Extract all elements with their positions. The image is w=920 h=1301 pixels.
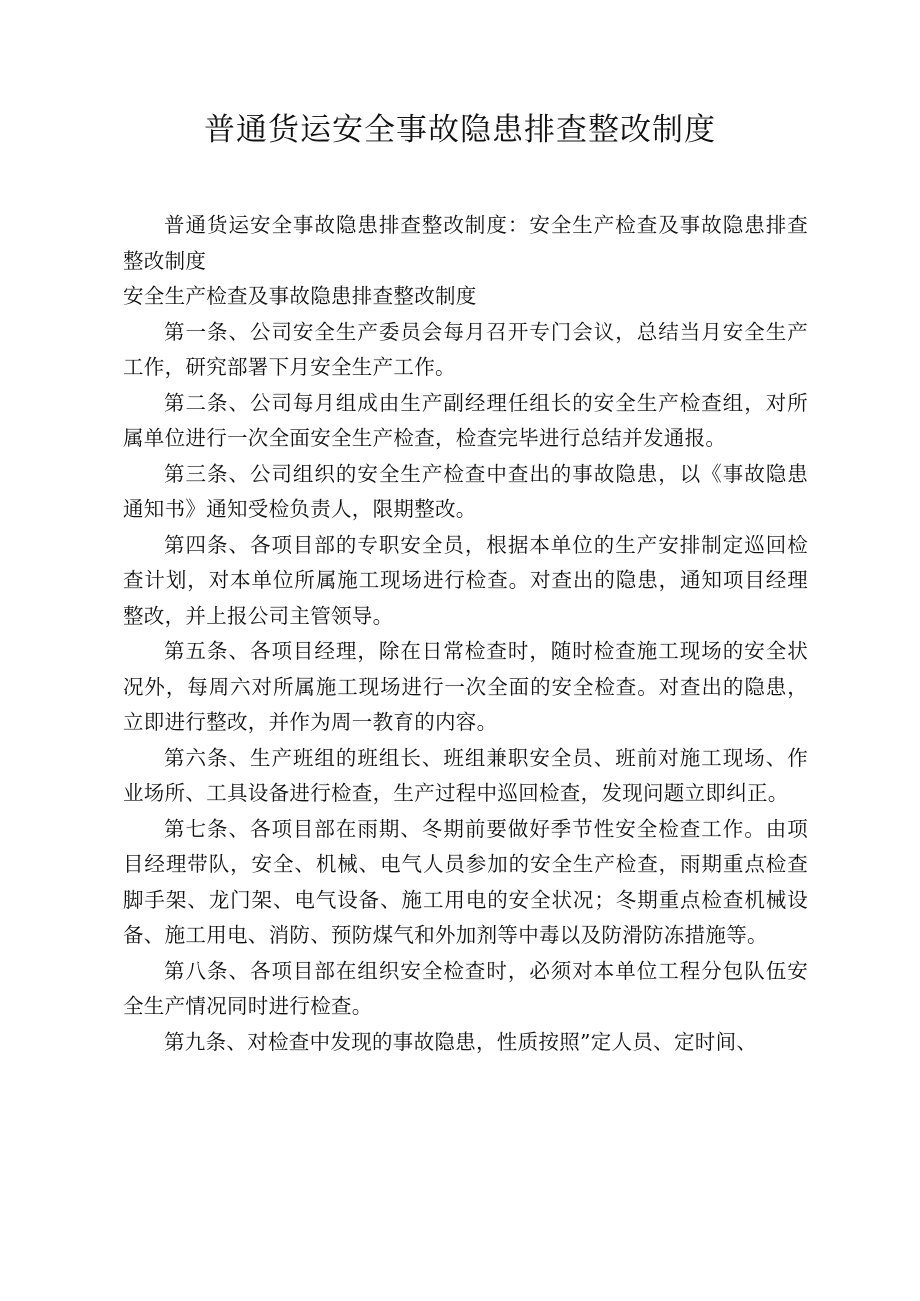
article-9: 第九条、对检查中发现的事故隐患，性质按照”定人员、定时间、 xyxy=(164,1029,758,1054)
document-body xyxy=(123,208,808,1060)
article-5: 第五条、各项目经理，除在日常检查时，随时检查施工现场的安全状况外，每周六对所属施工现场进行一次全面的安全检查。对查出的隐患，立即进行整改，并作为周一教育的内容。 xyxy=(123,639,808,734)
article-4: 第四条、各项目部的专职安全员，根据本单位的生产安排制定巡回检查计划，对本单位所属施工现场进行检查。对查出的隐患，通知项目经理整改，并上报公司主管领导。 xyxy=(123,532,808,628)
article-7: 第七条、各项目部在雨期、冬期前要做好季节性安全检查工作。由项目经理带队，安全、机械、电气人员参加的安全生产检查，雨期重点检查脚手架、龙门架、电气设备、施工用电的安全状况；冬期重点检查机械设备、施工用电、消防、预防煤气和外加剂等中毒以及防滑防冻措施等。 xyxy=(123,816,808,947)
article-1: 第一条、公司安全生产委员会每月召开专门会议，总结当月安全生产工作，研究部署下月安全生产工作。 xyxy=(123,319,808,379)
intro-paragraph: 普通货运安全事故隐患排查整改制度：安全生产检查及事故隐患排查整改制度 xyxy=(123,213,808,273)
article-3: 第三条、公司组织的安全生产检查中查出的事故隐患，以《事故隐患通知书》通知受检负责人，限期整改。 xyxy=(123,461,808,521)
subtitle-paragraph: 安全生产检查及事故隐患排查整改制度 xyxy=(123,284,477,308)
article-2: 第二条、公司每月组成由生产副经理任组长的安全生产检查组，对所属单位进行一次全面安全生产检查，检查完毕进行总结并发通报。 xyxy=(123,390,808,450)
document-title: 普通货运安全事故隐患排查整改制度 xyxy=(204,112,716,148)
article-6: 第六条、生产班组的班组长、班组兼职安全员、班前对施工现场、作业场所、工具设备进行检查，生产过程中巡回检查，发现问题立即纠正。 xyxy=(123,745,808,805)
article-8: 第八条、各项目部在组织安全检查时，必须对本单位工程分包队伍安全生产情况同时进行检查。 xyxy=(123,958,808,1018)
